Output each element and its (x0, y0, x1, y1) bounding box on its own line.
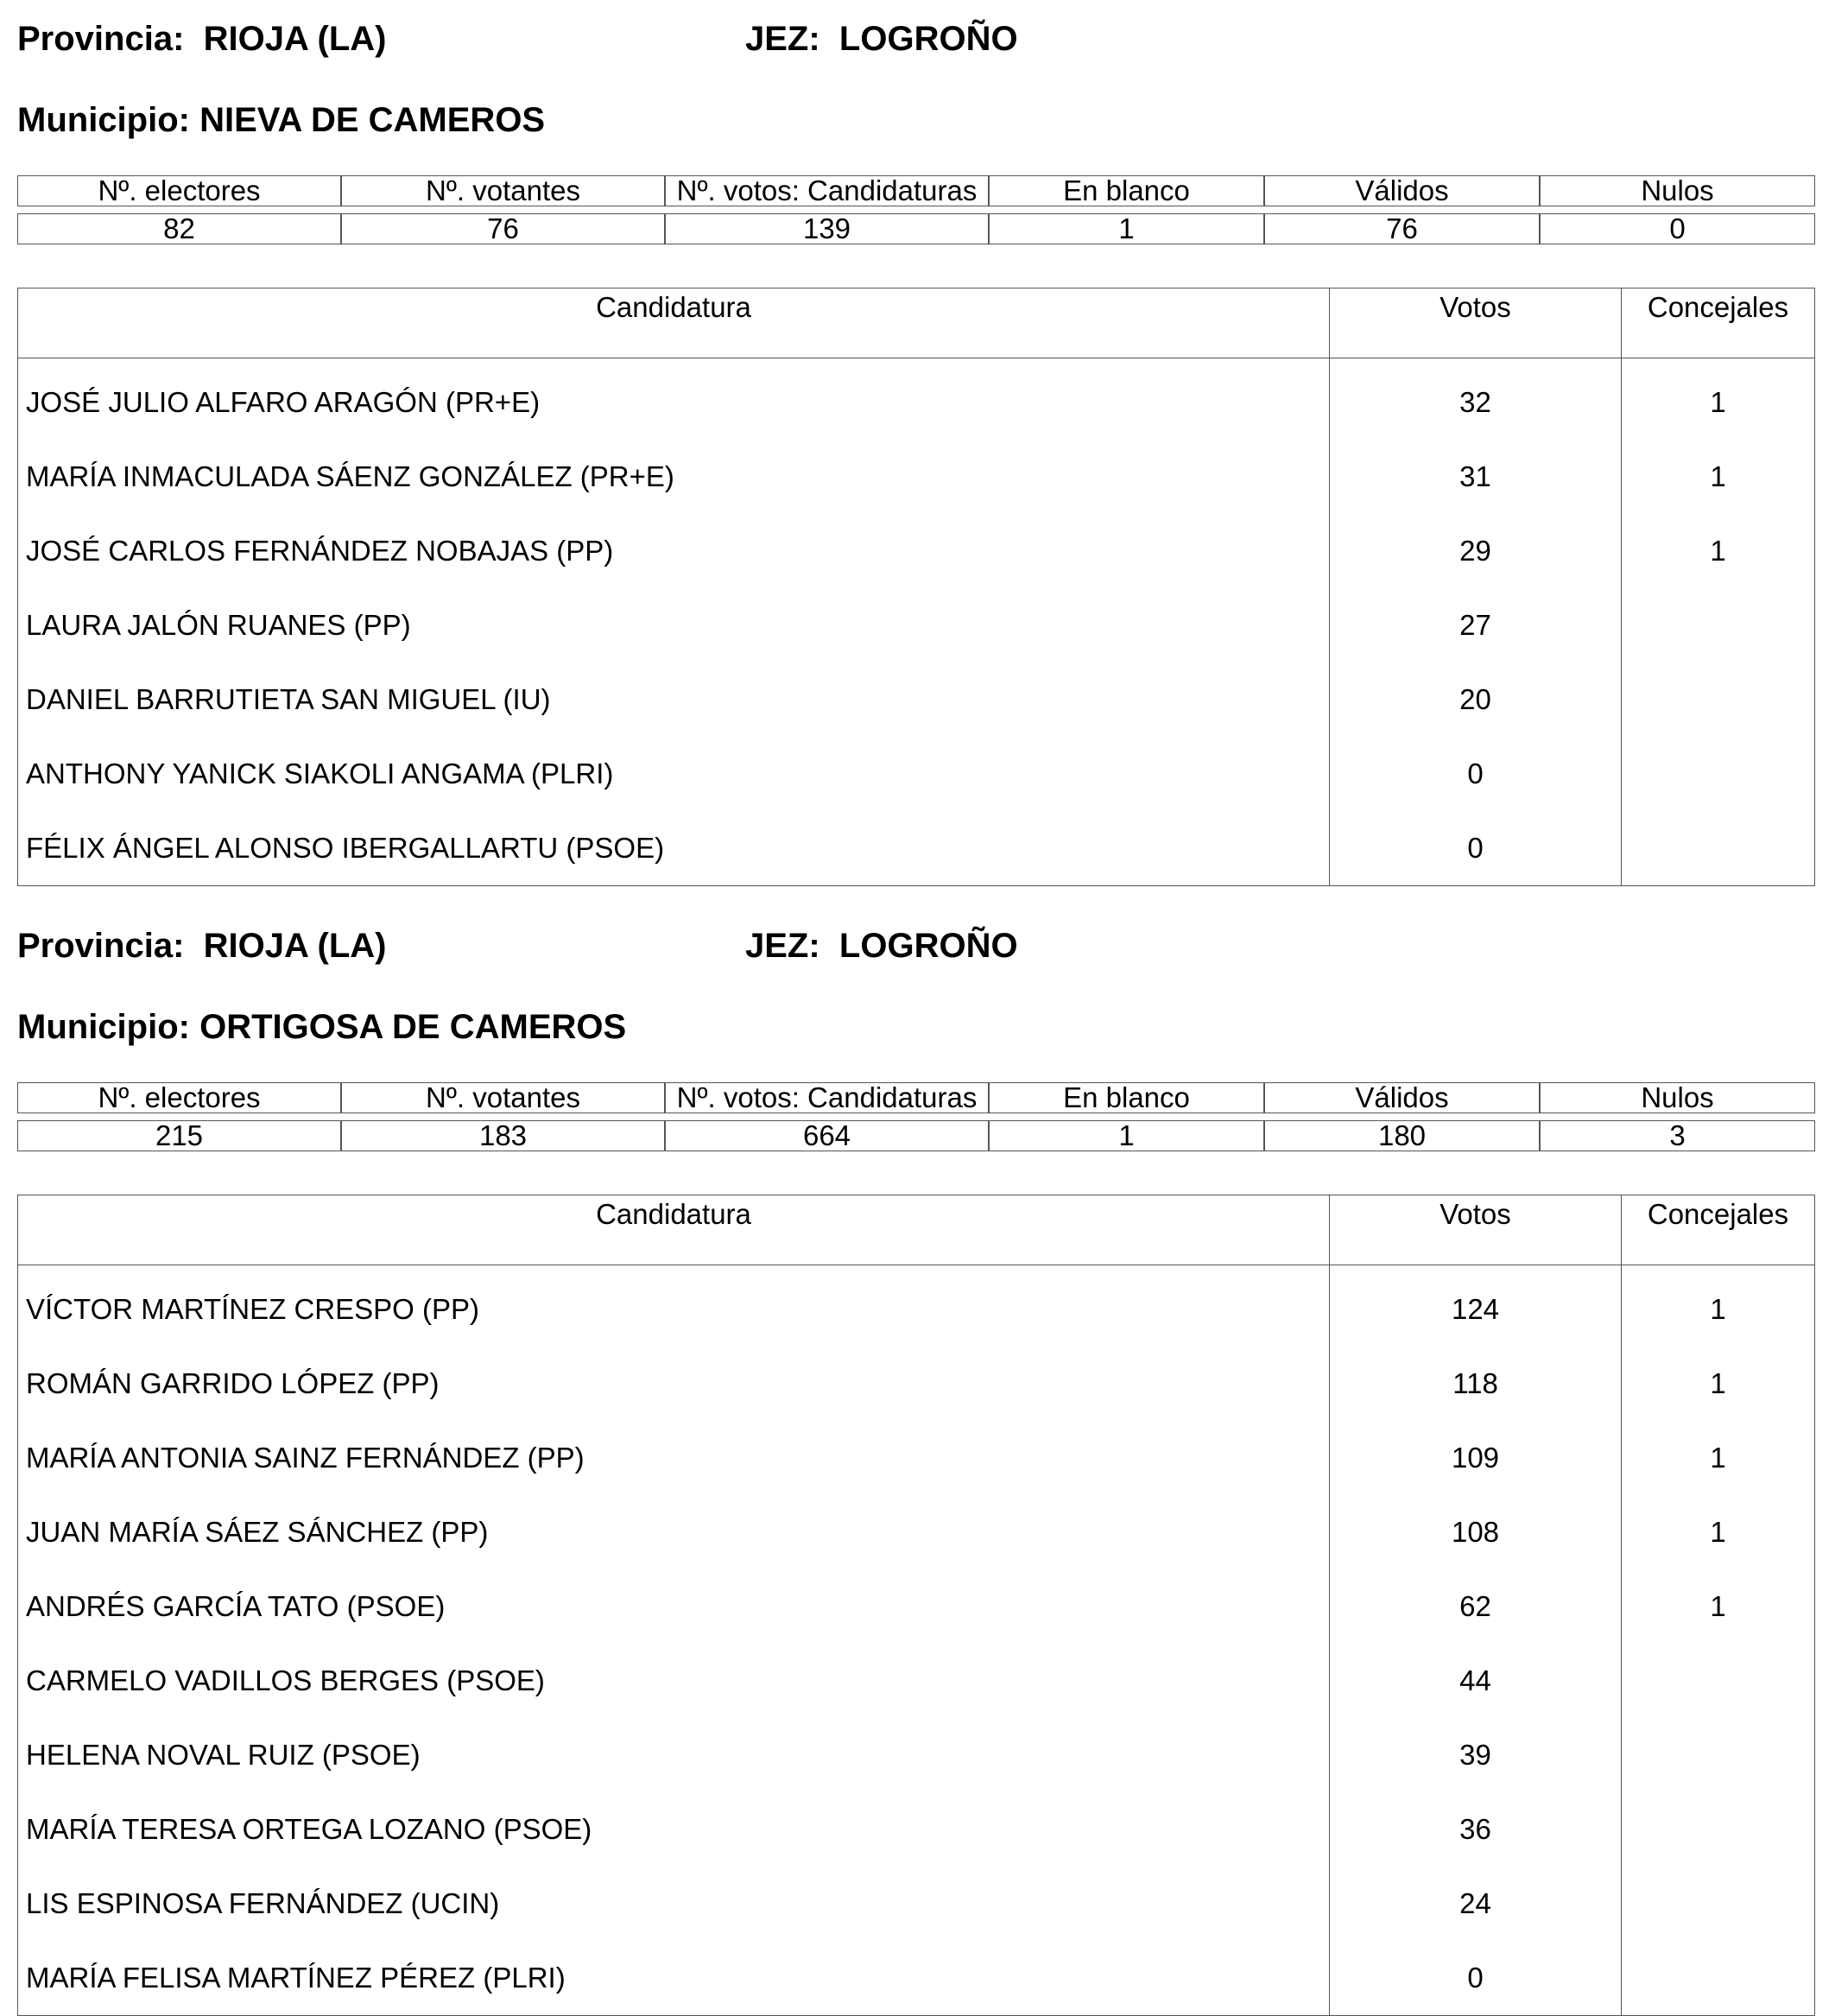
stats-value-nulos: 0 (1540, 213, 1815, 244)
candidate-votos: 109 (1451, 1442, 1500, 1474)
concejales-header: Concejales (1621, 1195, 1814, 1265)
candidate-concejales: 1 (1710, 1367, 1726, 1399)
municipio-heading: Municipio: NIEVA DE CAMEROS (17, 101, 546, 139)
candidate-names-column (18, 358, 1329, 885)
stats-header-nulos: Nulos (1540, 175, 1815, 206)
candidate-concejales: 1 (1710, 1293, 1726, 1325)
stats-header-en-blanco: En blanco (989, 1082, 1264, 1113)
stats-table (17, 175, 1815, 244)
candidate-name: DANIEL BARRUTIETA SAN MIGUEL (IU) (26, 683, 551, 715)
candidate-concejales (1622, 588, 1814, 662)
stats-header-en-blanco: En blanco (989, 175, 1264, 206)
candidate-votos-column (1329, 358, 1621, 885)
candidate-votos: 0 (1467, 758, 1484, 789)
candidate-concejales (1622, 737, 1814, 811)
candidate-concejales (1622, 1792, 1814, 1867)
stats-value-electores: 82 (17, 213, 341, 244)
candidate-name: ROMÁN GARRIDO LÓPEZ (PP) (26, 1367, 440, 1399)
candidate-votos: 32 (1459, 386, 1491, 418)
candidate-votos: 124 (1451, 1293, 1500, 1325)
candidate-name: LAURA JALÓN RUANES (PP) (26, 609, 411, 641)
stats-value-votantes: 183 (341, 1120, 665, 1151)
candidate-name: JUAN MARÍA SÁEZ SÁNCHEZ (PP) (26, 1516, 489, 1548)
candidate-concejales (1622, 1718, 1814, 1792)
candidates-table (17, 1195, 1815, 2016)
jez-heading: JEZ: LOGROÑO (745, 20, 1018, 58)
candidate-votos: 0 (1467, 832, 1484, 864)
candidate-name: VÍCTOR MARTÍNEZ CRESPO (PP) (26, 1293, 480, 1325)
candidate-concejales: 1 (1710, 386, 1726, 418)
stats-value-validos: 180 (1264, 1120, 1540, 1151)
provincia-heading: Provincia: RIOJA (LA) (17, 927, 387, 965)
candidate-name: MARÍA FELISA MARTÍNEZ PÉREZ (PLRI) (26, 1962, 566, 1994)
candidate-concejales (1622, 1867, 1814, 1941)
stats-table (17, 1082, 1815, 1151)
candidate-name: FÉLIX ÁNGEL ALONSO IBERGALLARTU (PSOE) (26, 832, 665, 864)
stats-header-votos-candidaturas: Nº. votos: Candidaturas (665, 1082, 989, 1113)
candidates-header-row (18, 1195, 1814, 1265)
stats-value-en-blanco: 1 (989, 213, 1264, 244)
candidate-name: ANTHONY YANICK SIAKOLI ANGAMA (PLRI) (26, 758, 614, 789)
stats-value-votos-candidaturas: 139 (665, 213, 989, 244)
provincia-heading: Provincia: RIOJA (LA) (17, 20, 387, 58)
candidate-concejales-column (1621, 358, 1814, 885)
candidate-votos: 24 (1459, 1887, 1491, 1919)
candidate-votos: 62 (1459, 1590, 1491, 1622)
stats-header-validos: Válidos (1264, 1082, 1540, 1113)
stats-header-row (17, 175, 1815, 206)
stats-value-nulos: 3 (1540, 1120, 1815, 1151)
concejales-header: Concejales (1621, 288, 1814, 358)
candidate-concejales (1622, 1644, 1814, 1718)
candidate-votos: 29 (1459, 535, 1491, 567)
stats-value-votos-candidaturas: 664 (665, 1120, 989, 1151)
stats-header-nulos: Nulos (1540, 1082, 1815, 1113)
candidate-name: HELENA NOVAL RUIZ (PSOE) (26, 1739, 421, 1771)
candidate-concejales: 1 (1710, 460, 1726, 492)
municipio-heading: Municipio: ORTIGOSA DE CAMEROS (17, 1008, 627, 1046)
stats-header-votantes: Nº. votantes (341, 175, 665, 206)
candidate-name: MARÍA TERESA ORTEGA LOZANO (PSOE) (26, 1813, 592, 1845)
candidate-votos: 27 (1459, 609, 1491, 641)
candidate-votos: 20 (1459, 683, 1491, 715)
candidate-concejales: 1 (1710, 535, 1726, 567)
candidate-name: MARÍA ANTONIA SAINZ FERNÁNDEZ (PP) (26, 1442, 585, 1474)
candidate-votos: 0 (1467, 1962, 1484, 1994)
candidate-name: ANDRÉS GARCÍA TATO (PSOE) (26, 1590, 446, 1622)
municipio-section-2 (0, 907, 1835, 2006)
candidate-concejales (1622, 1941, 1814, 2015)
stats-value-electores: 215 (17, 1120, 341, 1151)
candidate-name: JOSÉ CARLOS FERNÁNDEZ NOBAJAS (PP) (26, 535, 614, 567)
stats-value-row (17, 1120, 1815, 1151)
candidate-votos-column (1329, 1265, 1621, 2015)
stats-header-electores: Nº. electores (17, 175, 341, 206)
candidate-votos: 39 (1459, 1739, 1491, 1771)
candidate-name: CARMELO VADILLOS BERGES (PSOE) (26, 1664, 545, 1696)
candidate-votos: 31 (1459, 460, 1491, 492)
candidatura-header: Candidatura (596, 1198, 751, 1230)
candidate-votos: 36 (1459, 1813, 1491, 1845)
candidate-names-column (18, 1265, 1329, 2015)
candidate-concejales (1622, 662, 1814, 737)
votos-header: Votos (1329, 1195, 1621, 1265)
candidates-body (18, 358, 1814, 885)
stats-value-en-blanco: 1 (989, 1120, 1264, 1151)
stats-header-votos-candidaturas: Nº. votos: Candidaturas (665, 175, 989, 206)
stats-value-votantes: 76 (341, 213, 665, 244)
candidate-name: LIS ESPINOSA FERNÁNDEZ (UCIN) (26, 1887, 500, 1919)
stats-header-votantes: Nº. votantes (341, 1082, 665, 1113)
stats-header-validos: Válidos (1264, 175, 1540, 206)
stats-header-row (17, 1082, 1815, 1113)
candidate-concejales: 1 (1710, 1516, 1726, 1548)
candidate-concejales (1622, 811, 1814, 885)
stats-header-electores: Nº. electores (17, 1082, 341, 1113)
candidates-table (17, 288, 1815, 886)
candidates-body (18, 1265, 1814, 2015)
candidate-votos: 108 (1451, 1516, 1500, 1548)
candidate-votos: 44 (1459, 1664, 1491, 1696)
candidate-concejales: 1 (1710, 1442, 1726, 1474)
candidate-name: JOSÉ JULIO ALFARO ARAGÓN (PR+E) (26, 386, 541, 418)
candidate-concejales: 1 (1710, 1590, 1726, 1622)
candidatura-header: Candidatura (596, 291, 751, 323)
candidates-header-row (18, 288, 1814, 358)
municipio-section-1 (0, 0, 1835, 898)
stats-value-validos: 76 (1264, 213, 1540, 244)
candidate-name: MARÍA INMACULADA SÁENZ GONZÁLEZ (PR+E) (26, 460, 674, 492)
candidate-votos: 118 (1452, 1367, 1498, 1399)
jez-heading: JEZ: LOGROÑO (745, 927, 1018, 965)
votos-header: Votos (1329, 288, 1621, 358)
stats-value-row (17, 213, 1815, 244)
candidate-concejales-column (1621, 1265, 1814, 2015)
